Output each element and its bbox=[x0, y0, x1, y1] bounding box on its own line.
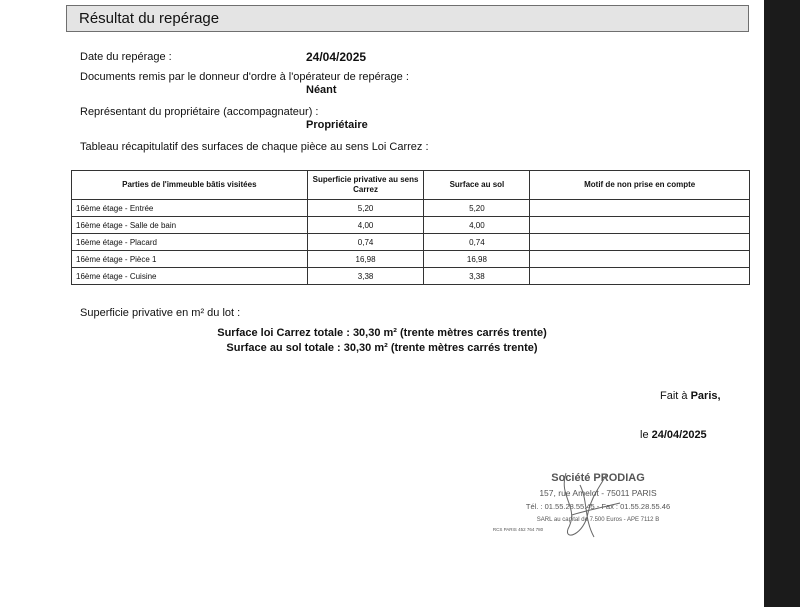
table-row bbox=[72, 217, 750, 234]
representant-label: Représentant du propriétaire (accompagnateur) : bbox=[80, 106, 319, 118]
cell-carrez: 3,38 bbox=[307, 268, 424, 285]
cell-motif bbox=[530, 268, 750, 285]
cell-partie: 16ème étage - Placard bbox=[72, 234, 308, 251]
cell-partie: 16ème étage - Cuisine bbox=[72, 268, 308, 285]
col-header-motif: Motif de non prise en compte bbox=[530, 171, 750, 200]
le-line bbox=[640, 429, 707, 441]
company-stamp bbox=[488, 467, 688, 547]
surfaces-table bbox=[71, 170, 750, 285]
cell-carrez: 5,20 bbox=[307, 200, 424, 217]
cell-sol: 16,98 bbox=[424, 251, 530, 268]
documents-value: Néant bbox=[306, 84, 337, 96]
stamp-company: Société PRODIAG bbox=[551, 472, 645, 484]
cell-partie: 16ème étage - Pièce 1 bbox=[72, 251, 308, 268]
fait-suffix: , bbox=[717, 390, 721, 402]
total-carrez: Surface loi Carrez totale : 30,30 m² (trente mètres carrés trente) bbox=[217, 327, 547, 339]
stamp-address: 157, rue Amelot - 75011 PARIS bbox=[539, 488, 657, 498]
tableau-intro: Tableau récapitulatif des surfaces de chaque pièce au sens Loi Carrez : bbox=[80, 141, 429, 153]
table-row bbox=[72, 234, 750, 251]
cell-sol: 0,74 bbox=[424, 234, 530, 251]
total-sol: Surface au sol totale : 30,30 m² (trente mètres carrés trente) bbox=[226, 342, 538, 354]
cell-sol: 3,38 bbox=[424, 268, 530, 285]
cell-partie: 16ème étage - Salle de bain bbox=[72, 217, 308, 234]
stamp-phones: Tél. : 01.55.28.55.45 - Fax : 01.55.28.55.46 bbox=[525, 502, 671, 511]
superficie-label: Superficie privative en m² du lot : bbox=[80, 307, 241, 319]
fait-line bbox=[660, 390, 721, 402]
col-header-parties: Parties de l'immeuble bâtis visitées bbox=[72, 171, 308, 200]
cell-partie: 16ème étage - Entrée bbox=[72, 200, 308, 217]
col-header-sol: Surface au sol bbox=[424, 171, 530, 200]
cell-motif bbox=[530, 251, 750, 268]
cell-motif bbox=[530, 217, 750, 234]
representant-value: Propriétaire bbox=[306, 119, 368, 131]
table-row bbox=[72, 200, 750, 217]
table-row bbox=[72, 251, 750, 268]
cell-motif bbox=[530, 234, 750, 251]
cell-motif bbox=[530, 200, 750, 217]
le-date: 24/04/2025 bbox=[651, 429, 707, 441]
date-value: 24/04/2025 bbox=[306, 50, 367, 64]
table-row bbox=[72, 268, 750, 285]
section-title: Résultat du repérage bbox=[79, 10, 220, 27]
col-header-carrez: Superficie privative au sens Carrez bbox=[307, 171, 424, 200]
documents-label: Documents remis par le donneur d'ordre à l'opérateur de repérage : bbox=[80, 71, 409, 83]
cell-carrez: 0,74 bbox=[307, 234, 424, 251]
cell-sol: 5,20 bbox=[424, 200, 530, 217]
date-label: Date du repérage : bbox=[80, 51, 172, 63]
fait-prefix: Fait à bbox=[660, 390, 688, 402]
stamp-rcs: RCS PARIS 452 764 780 bbox=[492, 527, 544, 532]
stamp-capital: SARL au capital de 7.500 Euros - APE 7112 B bbox=[536, 517, 660, 523]
le-prefix: le bbox=[640, 429, 649, 441]
section-title-bar bbox=[66, 5, 749, 32]
fait-place: Paris bbox=[690, 390, 718, 402]
cell-carrez: 4,00 bbox=[307, 217, 424, 234]
cell-carrez: 16,98 bbox=[307, 251, 424, 268]
table-header-row bbox=[72, 171, 750, 200]
cell-sol: 4,00 bbox=[424, 217, 530, 234]
